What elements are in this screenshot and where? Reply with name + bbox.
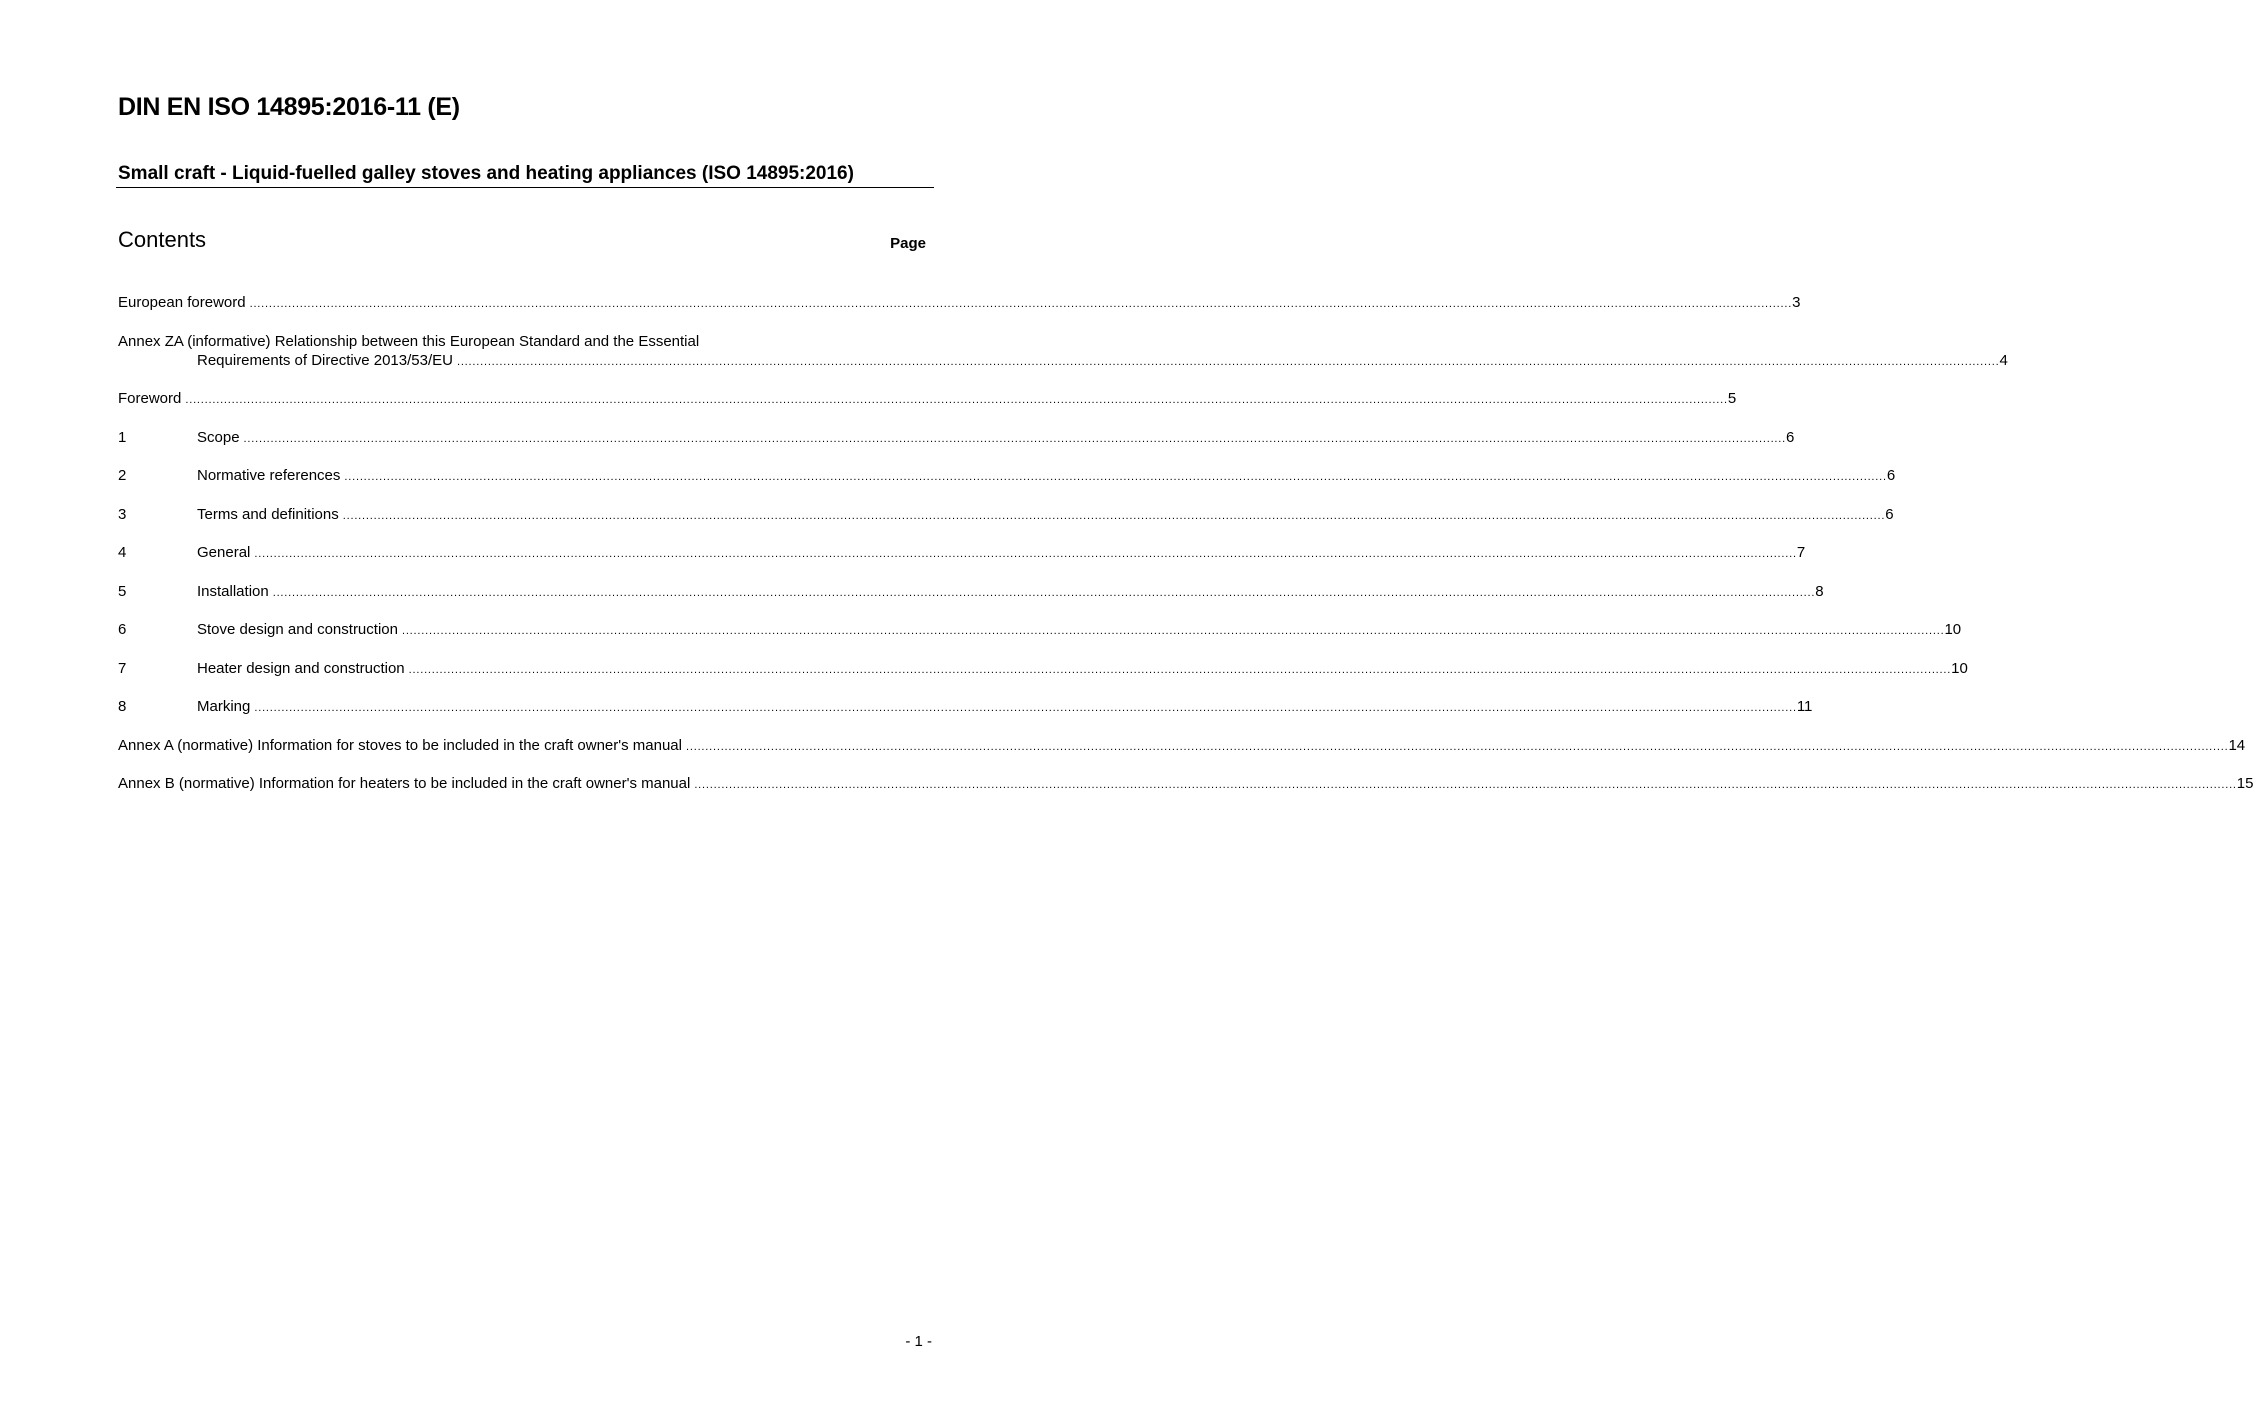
dot-leader: ................................................................................................................................................................................................................................................................................................................................................................................................................: [254, 548, 1797, 560]
toc-entry-number: 5: [118, 582, 127, 600]
toc-entry-page: 15: [2236, 775, 2253, 792]
dot-leader: ................................................................................................................................................................................................................................................................................................................................................................................................................: [272, 586, 1816, 599]
dot-leader: ................................................................................................................................................................................................................................................................................................................................................................................................................: [342, 509, 1886, 522]
toc-entry-normative-references[interactable]: [118, 466, 1896, 485]
toc-entry-annex-a[interactable]: [118, 736, 2246, 755]
dot-leader: ................................................................................................................................................................................................................................................................................................................................................................................................................: [254, 702, 1797, 714]
dot-leader: ................................................................................................................................................................................................................................................................................................................................................................................................................: [456, 355, 2000, 368]
toc-entry-number: 7: [118, 659, 127, 677]
toc-entry-page: 6: [1786, 428, 1795, 446]
toc-entry-title: Normative references: [197, 467, 341, 484]
toc-entry-page: 10: [1944, 621, 1962, 638]
toc-entry-scope[interactable]: [118, 428, 1795, 447]
toc-entry-title: Heater design and construction: [197, 659, 405, 677]
toc-entry-page: 10: [1951, 659, 1968, 677]
toc-entry-stove-design[interactable]: [118, 620, 1962, 639]
toc-entry-number: 1: [118, 428, 127, 446]
toc-entry-annex-b[interactable]: [118, 774, 2253, 793]
toc-entry-title: Foreword: [118, 390, 182, 407]
document-subtitle: Small craft - Liquid-fuelled galley stoves and heating appliances (ISO 14895:2016): [118, 163, 854, 184]
toc-entry-page: 6: [1886, 467, 1896, 484]
toc-entry-number: 6: [118, 621, 127, 638]
dot-leader: ................................................................................................................................................................................................................................................................................................................................................................................................................: [694, 779, 2237, 791]
dot-leader: ................................................................................................................................................................................................................................................................................................................................................................................................................: [243, 432, 1787, 445]
toc-entry-number: 4: [118, 544, 127, 561]
toc-entry-page: 8: [1815, 582, 1824, 600]
table-of-contents: [118, 293, 2253, 813]
page-column-label: Page: [890, 235, 926, 252]
toc-entry-title: Annex A (normative) Information for stoves to be included in the craft owner's manual: [118, 736, 682, 754]
toc-entry-title: Stove design and construction: [197, 621, 398, 638]
page-number: - 1 -: [905, 1333, 932, 1350]
dot-leader: ................................................................................................................................................................................................................................................................................................................................................................................................................: [344, 471, 1887, 483]
contents-heading: Contents: [118, 227, 207, 252]
toc-entry-title: Terms and definitions: [197, 505, 339, 523]
toc-entry-page: 14: [2228, 736, 2246, 754]
toc-entry-page: 7: [1796, 544, 1806, 561]
document-id: DIN EN ISO 14895:2016-11 (E): [118, 93, 460, 121]
dot-leader: ................................................................................................................................................................................................................................................................................................................................................................................................................: [249, 298, 1793, 310]
toc-entry-page: 3: [1792, 294, 1801, 311]
dot-leader: ................................................................................................................................................................................................................................................................................................................................................................................................................: [408, 663, 1952, 676]
toc-entry-annex-za[interactable]: [118, 332, 2008, 370]
toc-entry-heater-design[interactable]: [118, 659, 1968, 678]
toc-entry-page: 4: [1999, 351, 2008, 369]
toc-entry-title: Scope: [197, 428, 240, 446]
toc-entry-title-continued: Requirements of Directive 2013/53/EU: [197, 351, 453, 369]
toc-entry-title: Installation: [197, 582, 269, 600]
toc-entry-number: 2: [118, 467, 127, 484]
subtitle-divider: [116, 187, 934, 188]
toc-entry-number: 8: [118, 698, 127, 715]
toc-entry-installation[interactable]: [118, 582, 1824, 601]
toc-entry-general[interactable]: [118, 543, 1806, 562]
toc-entry-terms-definitions[interactable]: [118, 505, 1894, 524]
dot-leader: ................................................................................................................................................................................................................................................................................................................................................................................................................: [401, 625, 1945, 637]
toc-entry-foreword[interactable]: [118, 389, 1737, 408]
dot-leader: ................................................................................................................................................................................................................................................................................................................................................................................................................: [185, 394, 1728, 406]
toc-entry-european-foreword[interactable]: [118, 293, 1801, 312]
toc-entry-title: European foreword: [118, 294, 246, 311]
toc-entry-page: 11: [1796, 698, 1813, 715]
toc-entry-title: Marking: [197, 698, 251, 715]
toc-entry-title: Annex B (normative) Information for heaters to be included in the craft owner's manual: [118, 775, 691, 792]
toc-entry-number: 3: [118, 505, 127, 523]
toc-entry-page: 6: [1885, 505, 1894, 523]
toc-entry-marking[interactable]: [118, 697, 1813, 716]
toc-entry-page: 5: [1727, 390, 1737, 407]
toc-entry-title: General: [197, 544, 251, 561]
dot-leader: ................................................................................................................................................................................................................................................................................................................................................................................................................: [686, 740, 2229, 753]
toc-entry-title: Annex ZA (informative) Relationship between this European Standard and the Essential: [118, 332, 700, 350]
